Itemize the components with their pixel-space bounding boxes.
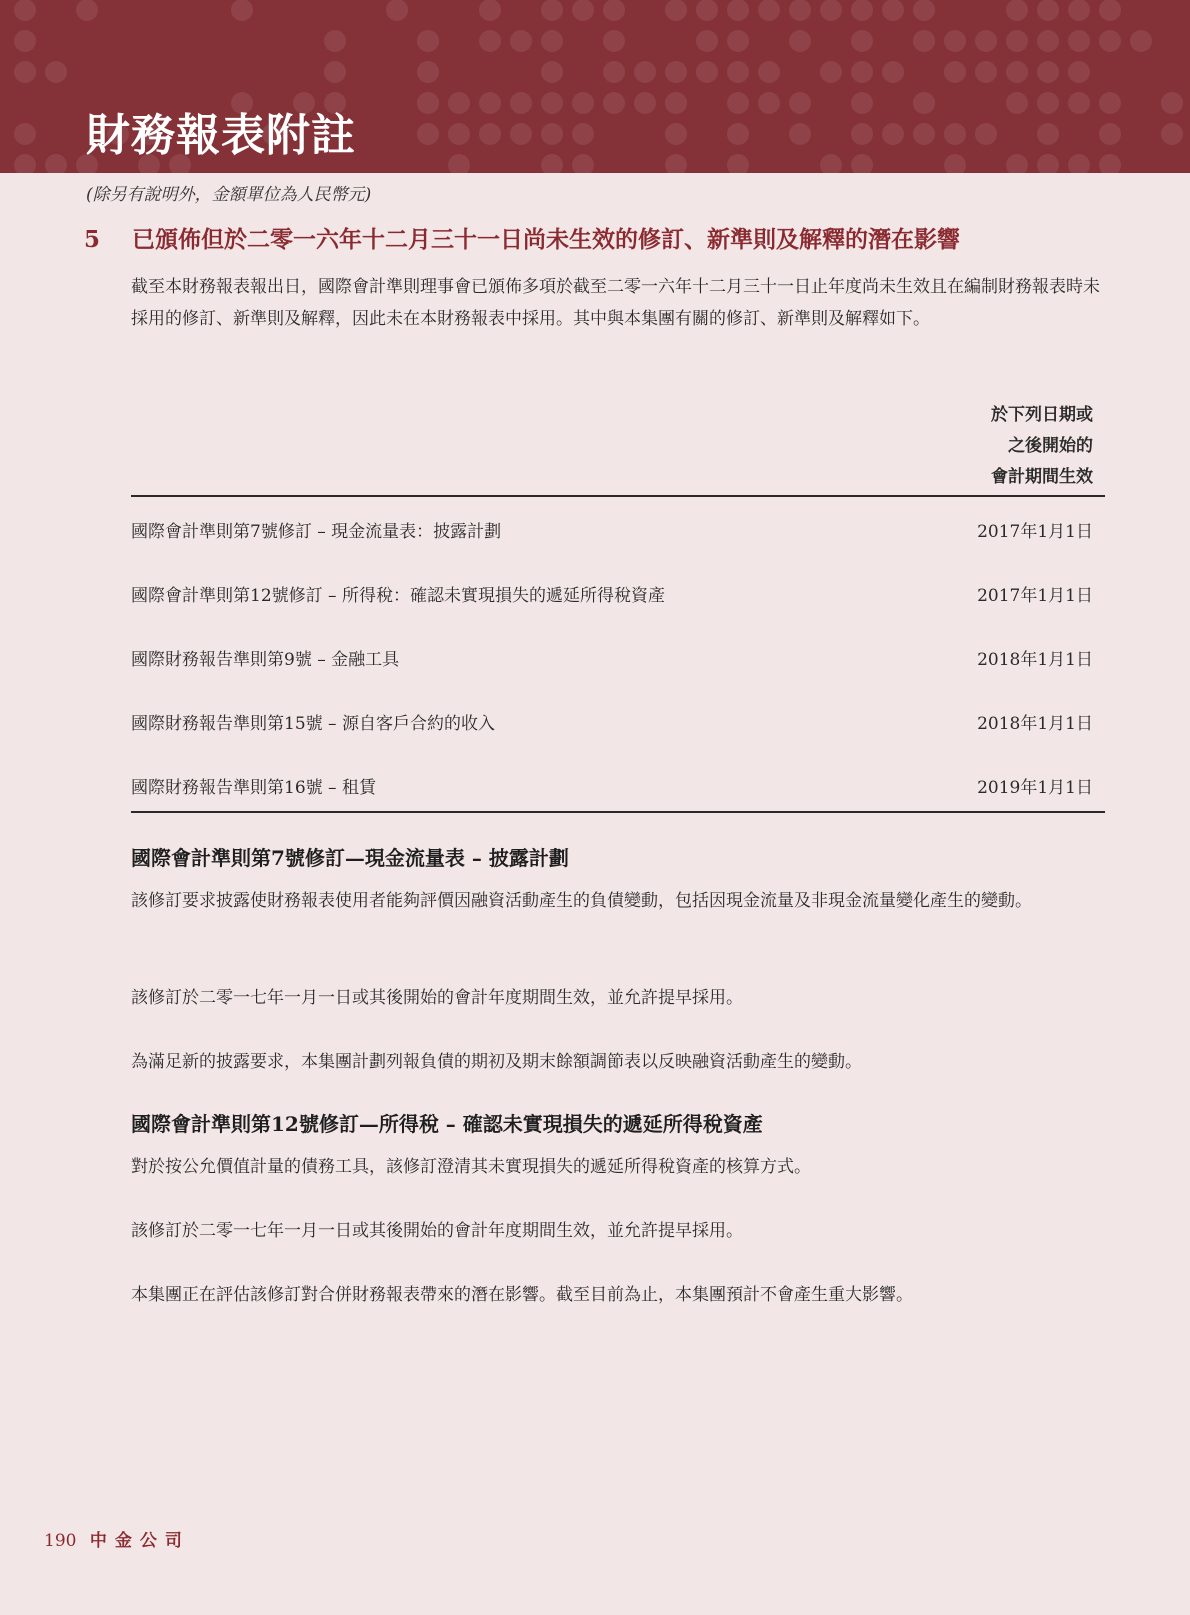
ias12-paragraph: 對於按公允價值計量的債務工具，該修訂澄清其未實現損失的遞延所得稅資產的核算方式。 [131,1157,811,1177]
ias12-paragraph: 本集團正在評估該修訂對合併財務報表帶來的潛在影響。截至目前為止，本集團預計不會產生重大影響。 [131,1285,913,1305]
decorative-dot [541,61,563,83]
decorative-dot [1068,61,1090,83]
standard-name: 國際財務報告準則第16號 – 租賃 [131,778,376,798]
decorative-dot [479,92,501,114]
decorative-dot [727,92,749,114]
decorative-dot [572,92,594,114]
decorative-dot [696,0,718,21]
decorative-dot [944,61,966,83]
decorative-dot [14,154,36,173]
decorative-dot [1068,0,1090,21]
decorative-dot [1006,92,1028,114]
ias12-heading: 國際會計準則第12號修訂—所得稅 – 確認未實現損失的遞延所得稅資產 [131,1112,763,1136]
decorative-dot [882,123,904,145]
decorative-dot [324,30,346,52]
decorative-dot [665,92,687,114]
ias7-heading: 國際會計準則第7號修訂—現金流量表 – 披露計劃 [131,846,569,870]
decorative-dot [913,123,935,145]
decorative-dot [14,0,36,21]
decorative-dot [727,0,749,21]
decorative-dot [14,61,36,83]
table-header-line: 會計期間生效 [991,467,1093,487]
decorative-dot [789,123,811,145]
decorative-dot [14,30,36,52]
decorative-dot [479,123,501,145]
table-header [131,400,1105,497]
decorative-dot [789,0,811,21]
decorative-dot [1037,123,1059,145]
decorative-dot [45,154,67,173]
ias7-paragraph: 為滿足新的披露要求，本集團計劃列報負債的期初及期末餘額調節表以反映融資活動產生的變動。 [131,1052,862,1072]
decorative-dot [76,0,98,21]
decorative-dot [541,30,563,52]
table-row [131,625,1105,689]
decorative-dot [541,123,563,145]
decorative-dot [634,61,656,83]
page-number: 190 [44,1531,77,1551]
decorative-dot [727,61,749,83]
decorative-dot [882,61,904,83]
decorative-dot [975,123,997,145]
standard-name: 國際財務報告準則第15號 – 源自客戶合約的收入 [131,714,495,734]
table-row [131,497,1105,561]
decorative-dot [479,0,501,21]
decorative-dot [14,123,36,145]
decorative-dot [634,92,656,114]
effective-date: 2018年1月1日 [977,714,1093,734]
decorative-dot [975,61,997,83]
decorative-dot [1068,92,1090,114]
decorative-dot [696,30,718,52]
decorative-dot [975,30,997,52]
decorative-dot [1037,61,1059,83]
decorative-dot [324,61,346,83]
decorative-dot [1006,30,1028,52]
table-row [131,561,1105,625]
ias7-paragraph: 該修訂於二零一七年一月一日或其後開始的會計年度期間生效，並允許提早採用。 [131,988,743,1008]
decorative-dot [1037,92,1059,114]
decorative-dot [417,61,439,83]
decorative-dot [448,154,470,173]
decorative-dot [417,92,439,114]
decorative-dot [789,30,811,52]
decorative-dot [510,123,532,145]
section-title: 已頒佈但於二零一六年十二月三十一日尚未生效的修訂、新準則及解釋的潛在影響 [132,226,960,253]
decorative-dot [665,0,687,21]
decorative-dot [1130,30,1152,52]
decorative-dot [541,0,563,21]
effective-date: 2019年1月1日 [977,778,1093,798]
decorative-dot [1161,123,1183,145]
decorative-dot [851,123,873,145]
section-intro: 截至本財務報表報出日，國際會計準則理事會已頒佈多項於截至二零一六年十二月三十一日止年度尚未生效且在編制財務報表時未採用的修訂、新準則及解釋，因此未在本財務報表中採用。其中與本集團有關的修訂、新準則及解釋如下。 [131,277,1100,329]
unit-note: (除另有說明外，金額單位為人民幣元) [86,185,372,205]
decorative-dot [727,30,749,52]
decorative-dot [448,92,470,114]
table-header-line: 之後開始的 [1008,436,1093,456]
decorative-dot [448,123,470,145]
decorative-dot [851,0,873,21]
table-row [131,753,1105,817]
decorative-dot [45,61,67,83]
decorative-dot [913,92,935,114]
section-number: 5 [84,226,101,253]
decorative-dot [1037,0,1059,21]
decorative-dot [572,123,594,145]
decorative-dot [510,92,532,114]
decorative-dot [1037,154,1059,173]
standard-name: 國際會計準則第7號修訂 – 現金流量表：披露計劃 [131,522,502,542]
decorative-dot [1099,92,1121,114]
decorative-dot [572,154,594,173]
decorative-dot [1006,154,1028,173]
ias7-paragraph: 該修訂要求披露使財務報表使用者能夠評價因融資活動產生的負債變動，包括因現金流量及非現金流量變化產生的變動。 [131,891,1032,911]
decorative-dot [851,154,873,173]
decorative-dot [1068,30,1090,52]
decorative-dot [944,30,966,52]
decorative-dot [665,123,687,145]
decorative-dot [603,30,625,52]
decorative-dot [944,154,966,173]
decorative-dot [1006,0,1028,21]
decorative-dot [882,0,904,21]
decorative-dot [789,92,811,114]
page-footer [44,1526,190,1551]
decorative-dot [913,30,935,52]
ias12-paragraph: 該修訂於二零一七年一月一日或其後開始的會計年度期間生效，並允許提早採用。 [131,1221,743,1241]
effective-date: 2017年1月1日 [977,586,1093,606]
decorative-dot [1037,30,1059,52]
decorative-dot [851,92,873,114]
decorative-dot [1068,154,1090,173]
page-title: 財務報表附註 [86,110,356,161]
decorative-dot [727,154,749,173]
table-row [131,689,1105,753]
decorative-dot [665,154,687,173]
decorative-dot [820,0,842,21]
decorative-dot [479,30,501,52]
decorative-dot [727,123,749,145]
decorative-dot [572,0,594,21]
standard-name: 國際財務報告準則第9號 – 金融工具 [131,650,400,670]
decorative-dot [541,92,563,114]
decorative-dot [510,30,532,52]
header-banner [0,0,1190,173]
company-name: 中金公司 [89,1531,190,1551]
decorative-dot [1099,0,1121,21]
decorative-dot [417,30,439,52]
decorative-dot [913,0,935,21]
decorative-dot [851,61,873,83]
table-header-line: 於下列日期或 [991,405,1093,425]
decorative-dot [1099,154,1121,173]
effective-date: 2018年1月1日 [977,650,1093,670]
effective-date: 2017年1月1日 [977,522,1093,542]
decorative-dot [1099,30,1121,52]
standard-name: 國際會計準則第12號修訂 – 所得稅：確認未實現損失的遞延所得稅資產 [131,586,665,606]
decorative-dot [851,30,873,52]
decorative-dot [820,61,842,83]
decorative-dot [231,0,253,21]
decorative-dot [1006,61,1028,83]
decorative-dot [944,123,966,145]
decorative-dot [1161,92,1183,114]
decorative-dot [758,61,780,83]
decorative-dot [696,61,718,83]
decorative-dot [386,0,408,21]
decorative-dot [758,92,780,114]
decorative-dot [665,61,687,83]
decorative-dot [541,154,563,173]
decorative-dot [603,92,625,114]
decorative-dot [603,0,625,21]
decorative-dot [417,123,439,145]
decorative-dot [1099,123,1121,145]
decorative-dot [603,61,625,83]
decorative-dot [820,154,842,173]
decorative-dot [758,0,780,21]
standards-table [131,400,1105,813]
